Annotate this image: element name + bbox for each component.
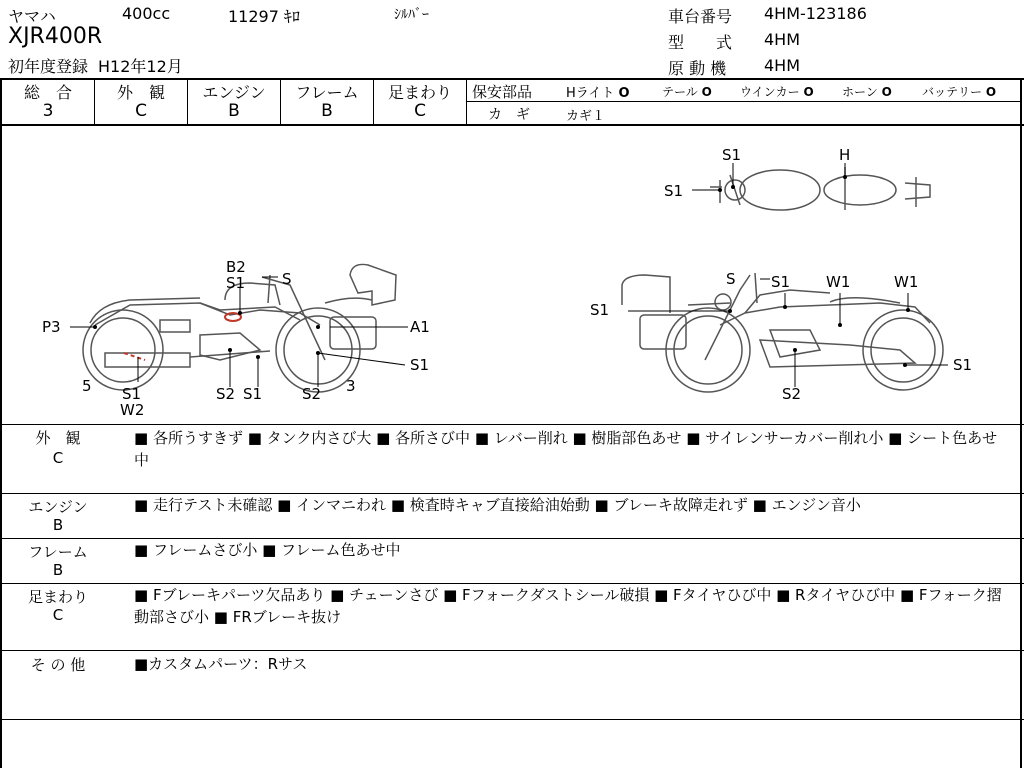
diagram-label-s-top: S	[282, 270, 292, 288]
diagram-label-s2-mid: S2	[216, 385, 236, 403]
diagram-label-w2: W2	[120, 401, 145, 419]
diagram-label-b2: B2	[226, 258, 246, 276]
note-engine-label: エンジン	[28, 498, 88, 516]
frame-grade-value: B	[321, 101, 333, 121]
maker: ヤマハ	[8, 7, 56, 26]
diagram-label-3: 3	[346, 377, 356, 395]
winker-mark: O	[803, 85, 814, 99]
safety-horn: ホーン O	[842, 85, 892, 99]
key-value: カギ１	[566, 109, 606, 124]
note-frame-text: ■ フレームさび小 ■ フレーム色あせ中	[134, 541, 401, 559]
note-frame-grade: B	[52, 561, 64, 579]
displacement: 400cc	[122, 4, 171, 23]
diagram-label-top-s1-a: S1	[722, 146, 742, 164]
mileage: 11297 ｷﾛ	[228, 7, 300, 26]
diagram-label-r-s: S	[726, 270, 736, 288]
diagram-label-s1-rear: S1	[122, 385, 142, 403]
diagram-label-s1-front: S1	[410, 356, 430, 374]
note-suspension-grade: C	[52, 606, 64, 624]
suspension-grade-label: 足まわり	[387, 83, 452, 102]
note-frame-label: フレーム	[28, 543, 88, 561]
frame-grade-label: フレーム	[295, 83, 359, 102]
exterior-grade-value: C	[135, 101, 147, 121]
diagram-label-r-s2: S2	[782, 385, 802, 403]
model-name: XJR400R	[8, 24, 103, 49]
tail-mark: O	[701, 85, 712, 99]
diagram-label-r-s1-top: S1	[771, 273, 791, 291]
note-exterior-text: ■ 各所うすきず ■ タンク内さび大 ■ 各所さび中 ■ レバー削れ ■ 樹脂部色あせ ■ サイレンサーカバー削れ小 ■ シート色あせ中	[134, 429, 998, 469]
note-engine-grade: B	[52, 516, 64, 534]
suspension-grade-value: C	[414, 101, 426, 121]
diagram-label-s1-mid: S1	[243, 385, 263, 403]
diagram-label-r-w1-tank: W1	[826, 273, 851, 291]
diagram-label-top-h: H	[839, 146, 851, 164]
first-registration-label: 初年度登録	[8, 57, 89, 76]
horn-mark: O	[881, 85, 892, 99]
safety-parts-label: 保安部品	[472, 83, 533, 101]
top-view-bike	[710, 167, 930, 210]
note-suspension-text: ■ Fブレーキパーツ欠品あり ■ チェーンさび ■ Fフォークダストシール破損 ■ Fタイヤひび中 ■ Rタイヤひび中 ■ Fフォーク摺動部さび小 ■ FRブレーキ抜け	[134, 586, 1002, 626]
engine-grade-value: B	[228, 101, 240, 121]
diagram-label-r-s1-rear: S1	[953, 356, 973, 374]
headlight-mark: O	[618, 86, 630, 101]
diagram-label-top-s1-b: S1	[664, 182, 684, 200]
key-label: カ ギ	[488, 107, 530, 123]
note-exterior-grade: C	[52, 449, 64, 467]
safety-battery: バッテリー O	[922, 85, 997, 99]
engine-grade-label: エンジン	[202, 83, 266, 102]
exterior-grade-label: 外 観	[116, 83, 165, 102]
diagram-label-5: 5	[82, 377, 92, 395]
battery-mark: O	[985, 85, 997, 99]
color: ｼﾙﾊﾞｰ	[394, 7, 429, 23]
first-registration-value: H12年12月	[98, 57, 183, 76]
diagram-label-r-s1-front: S1	[590, 301, 610, 319]
engine-code-value: 4HM	[764, 56, 801, 75]
model-code-label: 型 式	[668, 33, 733, 52]
diagram-label-p3: P3	[42, 318, 61, 336]
note-other-text: ■カスタムパーツ：Rサス	[134, 655, 308, 673]
overall-grade-value: 3	[42, 101, 54, 121]
note-other-label: そ の 他	[30, 656, 86, 674]
note-suspension-label: 足まわり	[27, 588, 88, 606]
diagram-label-r-w1-seat: W1	[894, 273, 919, 291]
frame-number-label: 車台番号	[668, 7, 733, 26]
model-code-value: 4HM	[764, 30, 801, 49]
leader-lines	[70, 163, 948, 387]
diagram-label-s1-top: S1	[226, 274, 246, 292]
engine-code-label: 原 動 機	[668, 59, 727, 78]
safety-tail: テール O	[662, 85, 712, 99]
note-exterior-label: 外 観	[35, 429, 81, 447]
note-engine-text: ■ 走行テスト未確認 ■ インマニわれ ■ 検査時キャブ直接給油始動 ■ ブレーキ故障走れず ■ エンジン音小	[134, 496, 861, 514]
safety-winker: ウインカー O	[740, 85, 814, 99]
diagram-label-s2-front: S2	[302, 385, 322, 403]
diagram-label-a1: A1	[410, 318, 430, 336]
damage-diagram	[0, 125, 1024, 425]
safety-headlight: Hライト O	[566, 86, 630, 101]
overall-grade-label: 総 合	[23, 83, 72, 102]
frame-number-value: 4HM-123186	[764, 4, 867, 23]
